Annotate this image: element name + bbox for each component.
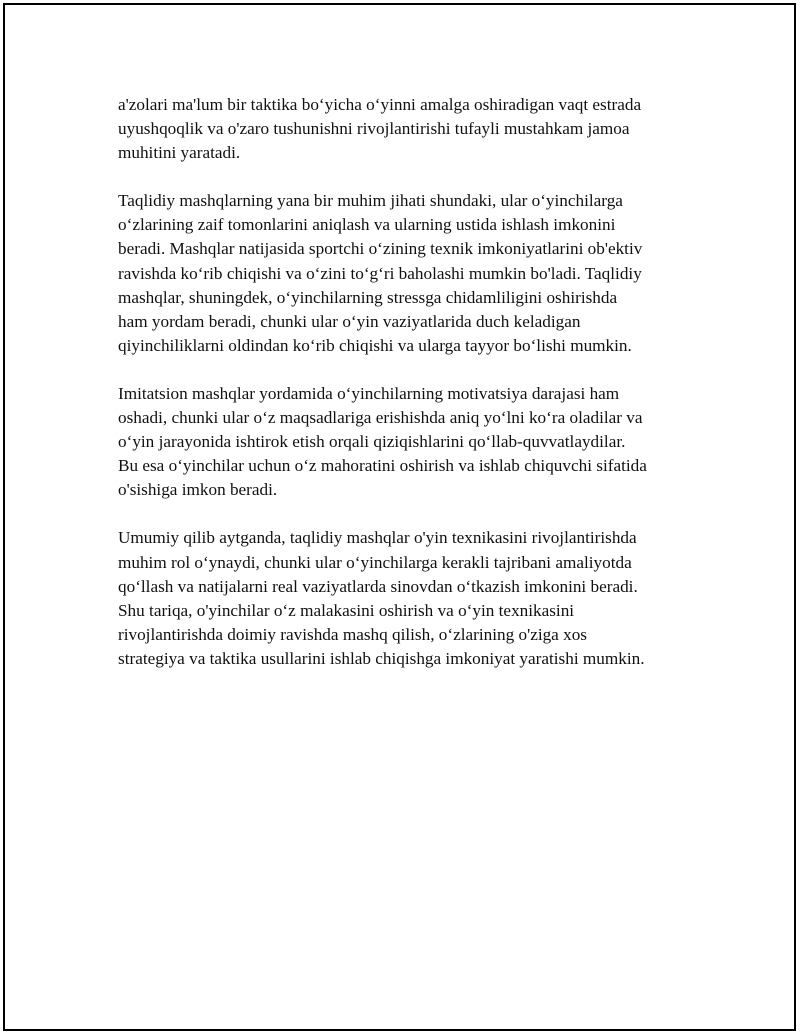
text-line: Bu esa o‘yinchilar uchun o‘z mahoratini oshirish va ishlab chiquvchi sifatida [118, 456, 647, 476]
paragraph [118, 382, 698, 502]
text-line: uyushqoqlik va o'zaro tushunishni rivojlantirishi tufayli mustahkam jamoa [118, 119, 630, 139]
document-body [118, 93, 698, 695]
text-line: muhitini yaratadi. [118, 143, 241, 163]
text-line: muhim rol o‘ynaydi, chunki ular o‘yinchilarga kerakli tajribani amaliyotda [118, 552, 632, 572]
text-line: mashqlar, shuningdek, o‘yinchilarning stressga chidamliligini oshirishda [118, 287, 618, 307]
text-line: a'zolari ma'lum bir taktika bo‘yicha o‘yinni amalga oshiradigan vaqt estrada [118, 95, 642, 114]
text-line: qiyinchiliklarni oldindan ko‘rib chiqishi va ularga tayyor bo‘lishi mumkin. [118, 335, 632, 355]
text-line: qo‘llash va natijalarni real vaziyatlarda sinovdan o‘tkazish imkonini beradi. [118, 576, 638, 596]
text-line: Umumiy qilib aytganda, taqlidiy mashqlar o'yin texnikasini rivojlantirishda [118, 528, 637, 548]
text-line: o‘zlarining zaif tomonlarini aniqlash va ularning ustida ishlash imkonini [118, 215, 616, 235]
text-line: rivojlantirishda doimiy ravishda mashq qilish, o‘zlarining o'ziga xos [118, 624, 587, 644]
text-line: ravishda ko‘rib chiqishi va o‘zini to‘g‘ri baholashi mumkin bo'ladi. Taqlidiy [118, 263, 642, 283]
text-line: Taqlidiy mashqlarning yana bir muhim jihati shundaki, ular o‘yinchilarga [118, 191, 623, 211]
text-line: Imitatsion mashqlar yordamida o‘yinchilarning motivatsiya darajasi ham [118, 383, 620, 403]
text-line: o'sishiga imkon beradi. [118, 480, 278, 500]
text-line: ham yordam beradi, chunki ular o‘yin vaziyatlarida duch keladigan [118, 311, 581, 331]
text-line: oshadi, chunki ular o‘z maqsadlariga erishishda aniq yo‘lni ko‘ra oladilar va [118, 408, 643, 428]
text-line: Shu tariqa, o'yinchilar o‘z malakasini oshirish va o‘yin texnikasini [118, 600, 575, 620]
text-line: beradi. Mashqlar natijasida sportchi o‘zining texnik imkoniyatlarini ob'ektiv [118, 239, 643, 259]
paragraph [118, 526, 698, 671]
text-line: strategiya va taktika usullarini ishlab chiqishga imkoniyat yaratishi mumkin. [118, 648, 645, 668]
paragraph [118, 189, 698, 358]
paragraph [118, 93, 698, 165]
text-line: o‘yin jarayonida ishtirok etish orqali qiziqishlarini qo‘llab-quvvatlaydilar. [118, 432, 626, 452]
